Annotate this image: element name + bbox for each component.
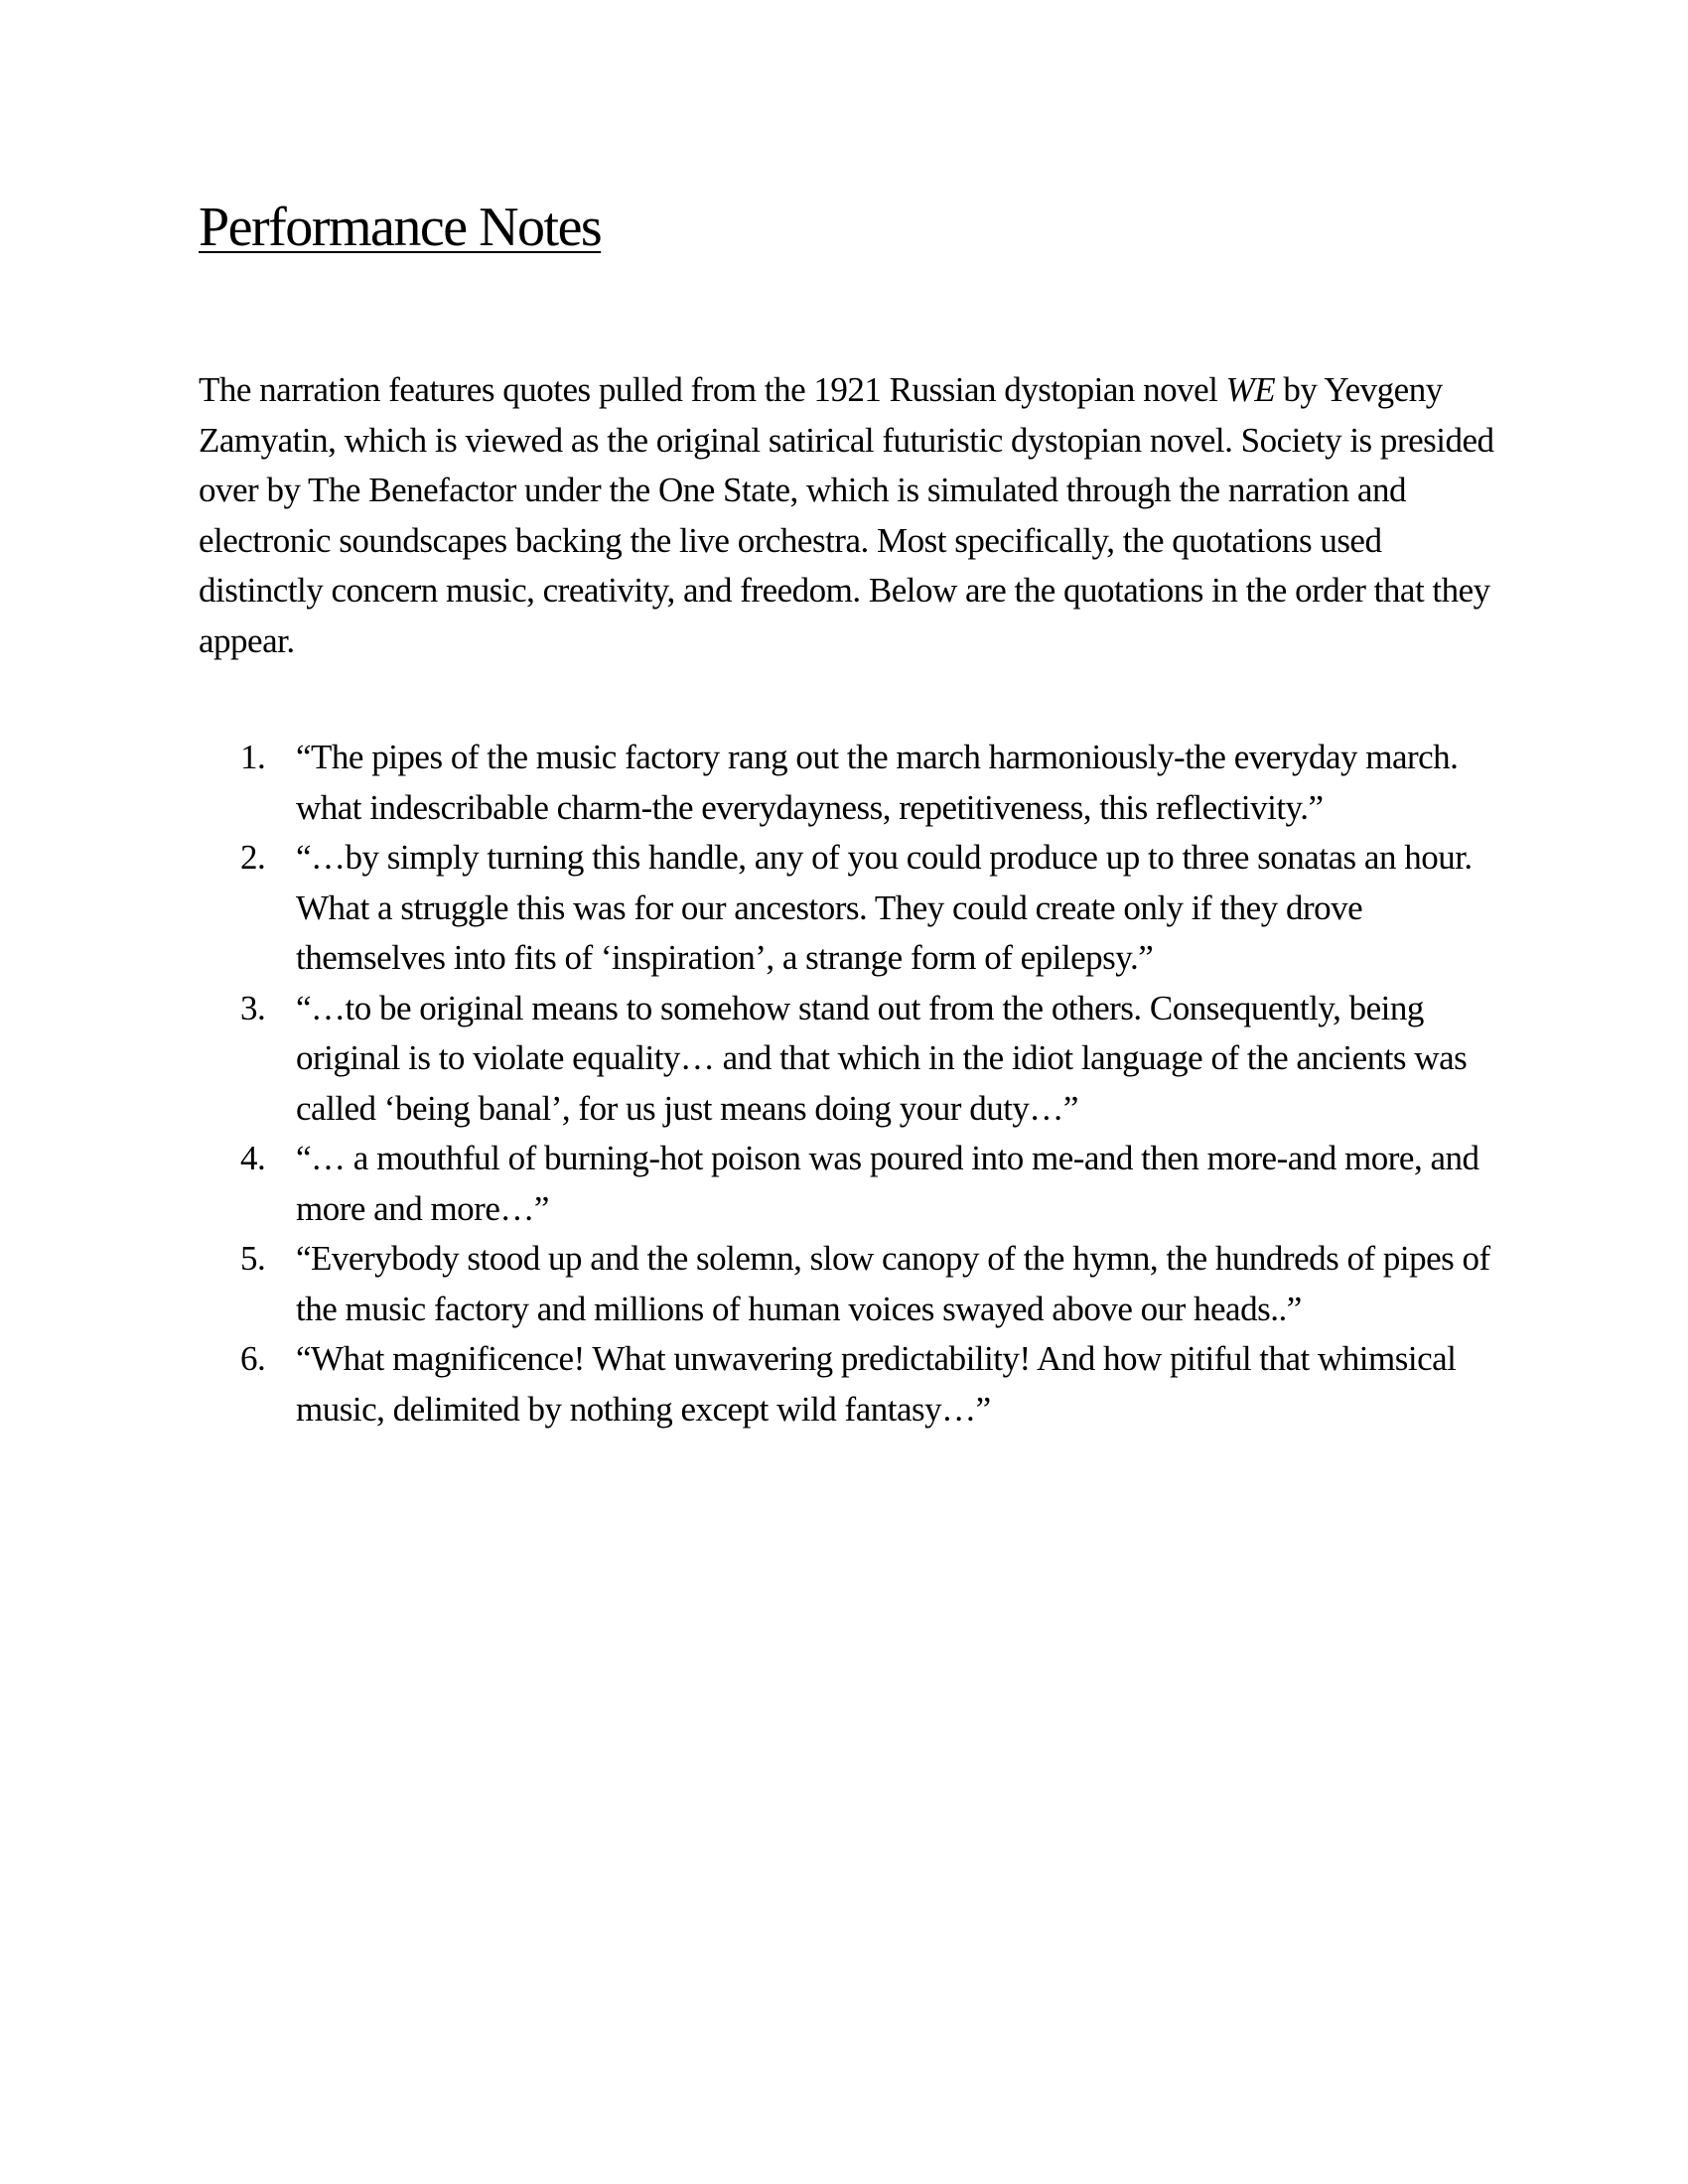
- intro-paragraph: [199, 365, 1499, 666]
- list-item-number: 2.: [240, 838, 266, 877]
- list-item: [199, 833, 1499, 984]
- quote-text: “…to be original means to somehow stand out from the others. Consequently, being original is to violate equality… and that which in the idiot language of the ancients was called ‘being banal’, for us just means doing your duty…”: [296, 988, 1468, 1128]
- list-item-number: 1.: [240, 738, 266, 776]
- intro-text-start: The narration features quotes pulled from the 1921 Russian dystopian novel: [199, 370, 1226, 409]
- quote-text: “The pipes of the music factory rang out the march harmoniously-the everyday march. what indescribable charm-the everydayness, repetitiveness, this reflectivity.”: [296, 738, 1459, 827]
- list-item: [199, 733, 1499, 833]
- quote-text: “… a mouthful of burning-hot poison was poured into me-and then more-and more, and more and more…”: [296, 1139, 1479, 1228]
- list-item-number: 3.: [240, 988, 266, 1027]
- quote-text: “…by simply turning this handle, any of you could produce up to three sonatas an hour. What a struggle this was for our ancestors. They could create only if they drove themselves into fits of ‘inspiration’, a strange form of epilepsy.”: [296, 838, 1473, 977]
- list-item: [199, 1134, 1499, 1234]
- intro-text-end: by Yevgeny Zamyatin, which is viewed as the original satirical futuristic dystopian novel. Society is presided over by The Benefactor under the One State, which is simulated through the narration and electronic soundscapes backing the live orchestra. Most specifically, the quotations used distinctly concern music, creativity, and freedom. Below are the quotations in the order that they appear.: [199, 370, 1494, 660]
- page-title: Performance Notes: [199, 197, 602, 258]
- list-item: [199, 1334, 1499, 1434]
- quote-text: “What magnificence! What unwavering predictability! And how pitiful that whimsical music, delimited by nothing except wild fantasy…”: [296, 1339, 1457, 1429]
- quote-text: “Everybody stood up and the solemn, slow canopy of the hymn, the hundreds of pipes of the music factory and millions of human voices swayed above our heads..”: [296, 1239, 1490, 1328]
- list-item: [199, 984, 1499, 1135]
- novel-title: WE: [1225, 370, 1276, 409]
- list-item: [199, 1234, 1499, 1334]
- list-item-number: 5.: [240, 1239, 266, 1278]
- list-item-number: 4.: [240, 1139, 266, 1177]
- quotation-list: [199, 733, 1499, 1434]
- list-item-number: 6.: [240, 1339, 266, 1378]
